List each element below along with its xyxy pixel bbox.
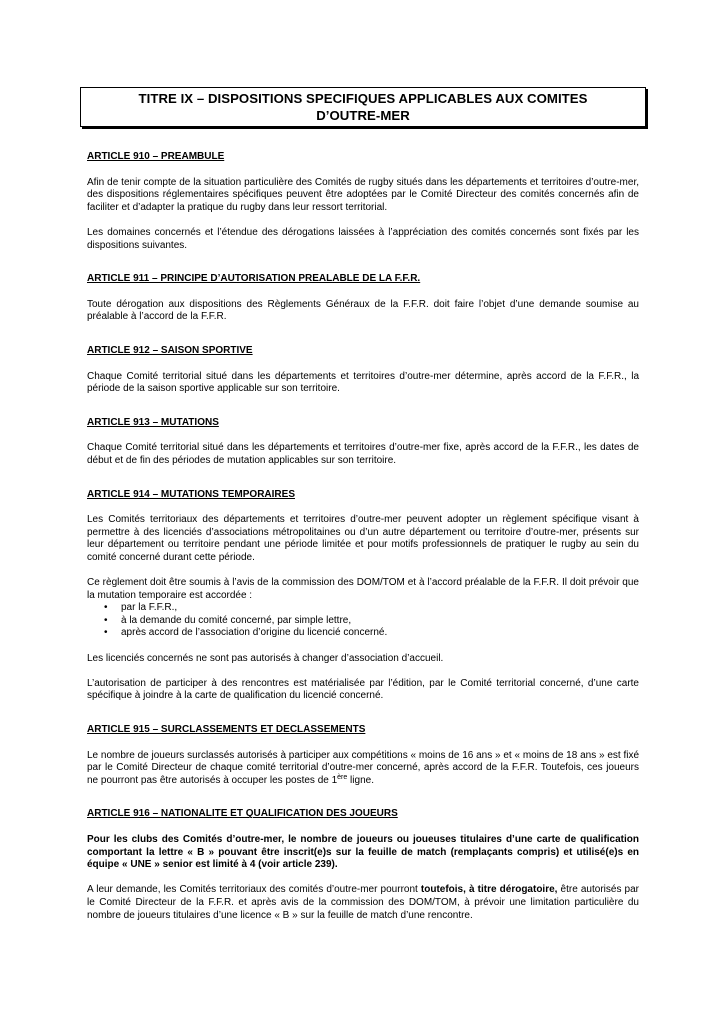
- article-914: [87, 489, 639, 704]
- document-body: [87, 151, 639, 943]
- article-915: [87, 724, 639, 787]
- paragraph: [87, 834, 639, 872]
- bullet-list: [104, 602, 639, 640]
- article-913: [87, 417, 639, 468]
- paragraph-text-end: être autorisés par le Comité Directeur de la F.F.R. et après avis de la commission des DOM/TOM, à prévoir une limitation particulière du nombre de joueurs titulaires d’une licence « B » sur la feuille de match d’une rencontre.: [87, 884, 639, 921]
- paragraph: Les domaines concernés et l’étendue des dérogations laissées à l’appréciation des comités concernés sont fixés par les dispositions suivantes.: [87, 226, 639, 251]
- article-heading: ARTICLE 915 – SURCLASSEMENTS ET DECLASSEMENTS: [87, 724, 366, 735]
- paragraph: Les licenciés concernés ne sont pas autorisés à changer d’association d’accueil.: [87, 652, 444, 664]
- list-item: • à la demande du comité concerné, par simple lettre,: [104, 615, 639, 628]
- article-heading: ARTICLE 911 – PRINCIPE D’AUTORISATION PREALABLE DE LA F.F.R.: [87, 273, 421, 285]
- paragraph: Toute dérogation aux dispositions des Règlements Généraux de la F.F.R. doit faire l’objet d’une demande soumise au préalable à l’accord de la F.F.R.: [87, 298, 639, 323]
- paragraph: Ce règlement doit être soumis à l’avis de la commission des DOM/TOM et à l’accord préalable de la F.F.R. Il doit prévoir que la mutation temporaire est accordée :: [87, 577, 639, 601]
- bold-text: toutefois, à titre dérogatoire,: [420, 884, 558, 896]
- list-item: • après accord de l’association d’origine du licencié concerné.: [104, 627, 639, 640]
- paragraph: L’autorisation de participer à des rencontres est matérialisée par l’édition, par le Comité territorial concerné, d’une carte spécifique à joindre à la carte de qualification du licencié concerné.: [87, 677, 639, 702]
- paragraph: Afin de tenir compte de la situation particulière des Comités de rugby situés dans les départements et territoires d’outre-mer, des dispositions réglementaires spécifiques peuvent être adoptées par le Comité Directeur des comités concernés afin de faciliter et d’adapter la pratique du rugby dans leur ressort territorial.: [87, 176, 639, 213]
- list-item: • par la F.F.R.,: [104, 602, 639, 615]
- article-heading: ARTICLE 914 – MUTATIONS TEMPORAIRES: [87, 488, 295, 500]
- paragraph-text: Le nombre de joueurs surclassés autorisés à participer aux compétitions « moins de 16 ans » et « moins de 18 ans » est fixé par le Comité Directeur de chaque comité territorial d’outre-mer concerné, après accord de la F.F.R. Toutefois, ces joueurs ne pourront pas être autorisés à occuper les postes de 1: [87, 749, 639, 786]
- paragraph-text: A leur demande, les Comités territoriaux des comités d’outre-mer pourront: [87, 884, 421, 896]
- article-heading: ARTICLE 912 – SAISON SPORTIVE: [87, 344, 253, 356]
- article-heading: ARTICLE 910 – PREAMBULE: [87, 151, 225, 162]
- paragraph: [87, 884, 639, 922]
- page-title-line-2: D’OUTRE-MER: [316, 108, 410, 123]
- paragraph: Chaque Comité territorial situé dans les départements et territoires d’outre-mer détermine, après accord de la F.F.R., la période de la saison sportive applicable sur son territoire.: [87, 370, 639, 395]
- paragraph: Les Comités territoriaux des départements et territoires d’outre-mer peuvent adopter un règlement spécifique visant à permettre à des licenciés d’associations métropolitaines ou d’un autre département ou territoire d’outre-mer, présents sur leur département ou territoire pendant une période limitée et pour motifs professionnels de pratiquer le rugby au sein du comité concerné durant cette période.: [87, 514, 639, 563]
- article-916: [87, 808, 639, 922]
- article-912: [87, 345, 639, 396]
- page-title-line-1: TITRE IX – DISPOSITIONS SPECIFIQUES APPLICABLES AUX COMITES: [138, 91, 588, 106]
- article-heading: ARTICLE 916 – NATIONALITE ET QUALIFICATION DES JOUEURS: [87, 808, 398, 820]
- superscript: ère: [337, 773, 348, 781]
- paragraph-text-end: ligne.: [347, 774, 374, 786]
- paragraph: [87, 750, 639, 788]
- article-911: [87, 273, 639, 324]
- paragraph: Chaque Comité territorial situé dans les départements et territoires d’outre-mer fixe, après accord de la F.F.R., les dates de début et de fin des périodes de mutation applicables sur son territoire.: [87, 442, 639, 466]
- title-box: [80, 87, 646, 127]
- article-910: [87, 151, 639, 252]
- bold-text: Pour les clubs des Comités d’outre-mer, le nombre de joueurs ou joueuses titulaires d’une carte de qualification comportant la lettre « B » pouvant être inscrit(e)s sur la feuille de match (remplaçants compris) et utilisé(e)s en équipe « UNE » senior est limité à 4 (voir article 239).: [87, 833, 639, 871]
- article-heading: ARTICLE 913 – MUTATIONS: [87, 416, 219, 428]
